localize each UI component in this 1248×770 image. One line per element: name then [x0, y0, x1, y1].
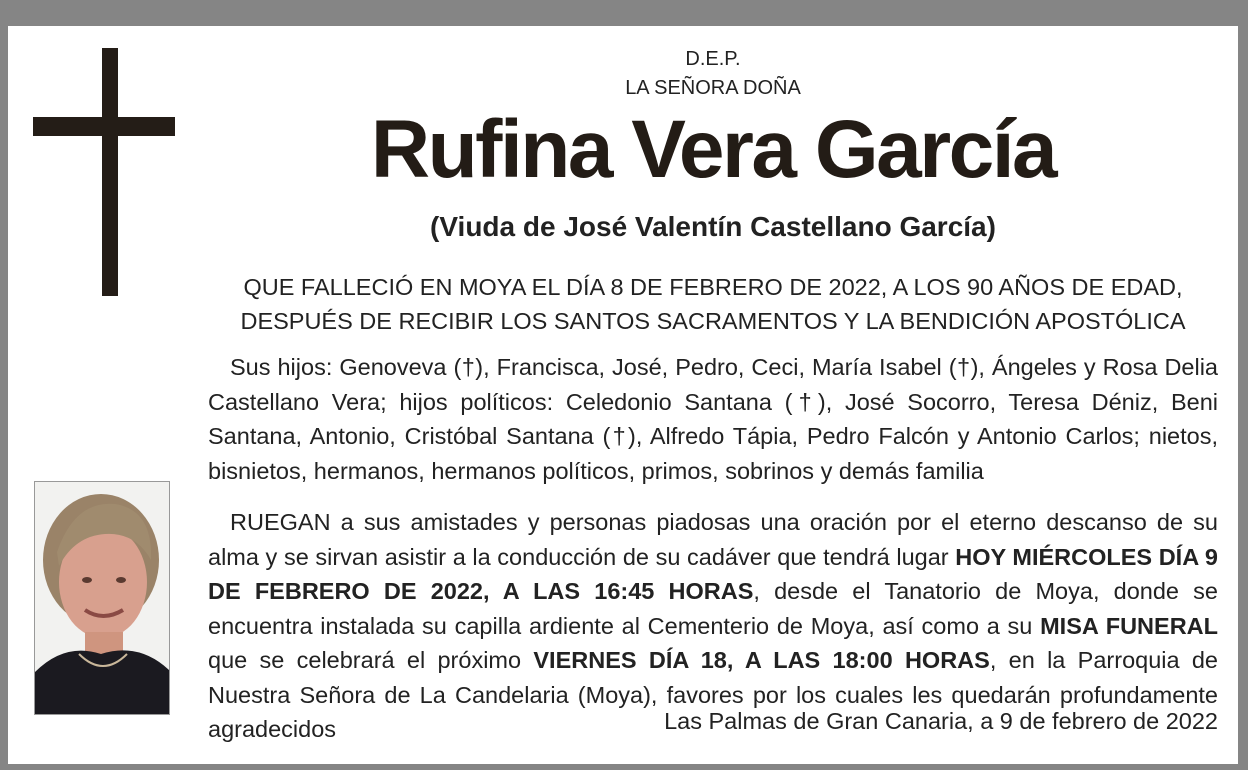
portrait-illustration [35, 482, 169, 714]
death-notice-line-2: DESPUÉS DE RECIBIR LOS SANTOS SACRAMENTOS Y LA BENDICIÓN APOSTÓLICA [240, 308, 1186, 334]
cross-horizontal-bar [33, 117, 175, 136]
funeral-mass-bold: MISA FUNERAL [1040, 612, 1218, 639]
request-text-2: , desde el Tanatorio de Moya, donde se encuentra instalada su capilla ardiente al Cementerio de Moya, así como a su [208, 578, 1218, 639]
dep-abbreviation: D.E.P. [685, 48, 741, 70]
deceased-name: Rufina Vera García [370, 104, 1056, 195]
mass-time-bold: VIERNES DÍA 18, A LAS 18:00 HORAS [533, 647, 990, 673]
request-text-1: RUEGAN a sus amistades y personas piadosas una oración por el eterno descanso de su alma y se sirvan asistir a la conducción de su cadáver que tendrá lugar [208, 509, 1218, 570]
death-notice-line-1: QUE FALLECIÓ EN MOYA EL DÍA 8 DE FEBRERO DE 2022, A LOS 90 AÑOS DE EDAD, [243, 274, 1183, 300]
widow-line: (Viuda de José Valentín Castellano García) [430, 211, 996, 242]
burial-time-bold: HOY MIÉRCOLES DÍA 9 DE FEBRERO DE 2022, A LAS 16:45 HORAS [208, 543, 1219, 604]
request-text-3: que se celebrará el próximo [208, 647, 534, 673]
obituary-card [8, 26, 1238, 764]
honorific-line: LA SEÑORA DOÑA [625, 77, 801, 99]
cross-vertical-bar [102, 48, 118, 296]
request-text-4: , en la Parroquia de Nuestra Señora de La Candelaria (Moya), favores por los cuales les quedarán profundamente agradecidos [208, 647, 1219, 742]
place-and-date: Las Palmas de Gran Canaria, a 9 de febrero de 2022 [664, 708, 1218, 734]
family-paragraph: Sus hijos: Genoveva (†), Francisca, José, Pedro, Ceci, María Isabel (†), Ángeles y Rosa Delia Castellano Vera; hijos políticos: Celedonio Santana (†), José Socorro, Teresa Déniz, Beni Santana, Antonio, Cristóbal Santana (†), Alfredo Tápia, Pedro Falcón y Antonio Carlos; nietos, bisnietos, hermanos, hermanos políticos, primos, sobrinos y demás familia [208, 354, 1218, 484]
portrait-photo [34, 481, 170, 715]
